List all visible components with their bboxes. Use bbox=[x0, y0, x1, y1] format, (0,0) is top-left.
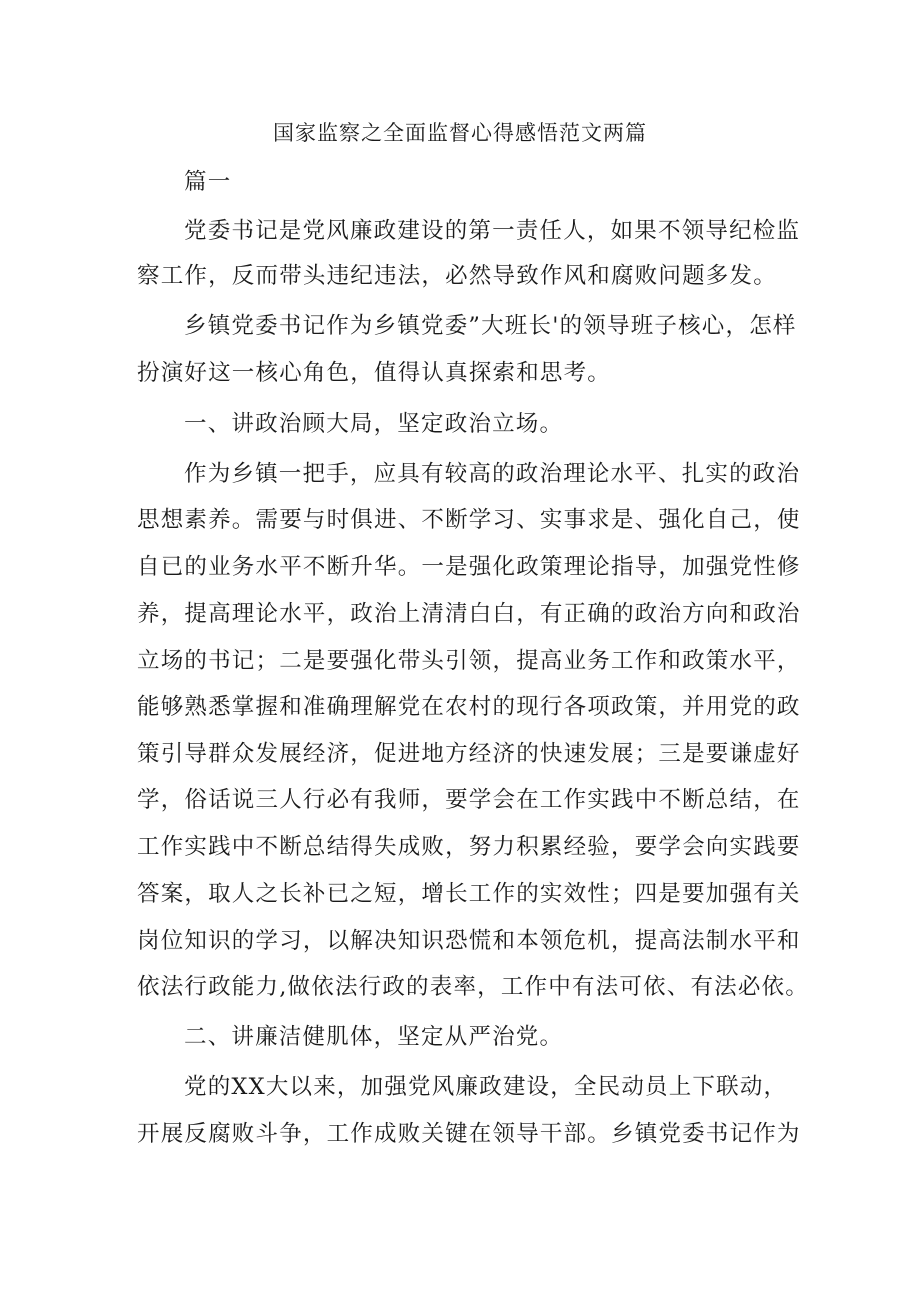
paragraph-line: 工作实践中不断总结得失成败，努力积累经验，要学会向实践要 bbox=[137, 834, 801, 860]
paragraph-line: 乡镇党委书记作为乡镇党委”大班长'的领导班子核心，怎样 bbox=[184, 313, 797, 339]
paragraph-line: 立场的书记；二是要强化带头引领，提高业务工作和政策水平， bbox=[137, 648, 801, 674]
subsection-heading: 一、讲政治顾大局，坚定政治立场。 bbox=[184, 411, 564, 437]
section-heading-part-one: 篇一 bbox=[184, 169, 232, 195]
paragraph-line: 开展反腐败斗争，工作成败关键在领导干部。乡镇党委书记作为 bbox=[137, 1121, 801, 1147]
subsection-heading: 二、讲廉洁健肌体，坚定从严治党。 bbox=[184, 1024, 564, 1050]
paragraph-line: 能够熟悉掌握和准确理解党在农村的现行各项政策，并用党的政 bbox=[137, 694, 801, 720]
paragraph-line: 答案，取人之长补已之短，增长工作的实效性；四是要加强有关 bbox=[137, 881, 801, 907]
paragraph-line: 作为乡镇一把手，应具有较高的政治理论水平、扎实的政治 bbox=[184, 461, 801, 487]
paragraph-line: 养，提高理论水平，政治上清清白白，有正确的政治方向和政治 bbox=[137, 601, 801, 627]
paragraph-line: 党委书记是党风廉政建设的第一责任人，如果不领导纪检监 bbox=[184, 218, 801, 244]
document-title: 国家监察之全面监督心得感悟范文两篇 bbox=[273, 121, 647, 145]
paragraph-line: 察工作，反而带头违纪违法，必然导致作风和腐败问题多发。 bbox=[137, 263, 777, 289]
paragraph-line: 依法行政能力,做依法行政的表率，工作中有法可依、有法必依。 bbox=[137, 974, 809, 1000]
paragraph-line: 策引导群众发展经济，促进地方经济的快速发展；三是要谦虚好 bbox=[137, 741, 801, 767]
paragraph-line: 思想素养。需要与时俱进、不断学习、实事求是、强化自己，使 bbox=[137, 507, 801, 533]
paragraph-line: 岗位知识的学习，以解决知识恐慌和本领危机，提高法制水平和 bbox=[137, 928, 801, 954]
paragraph-line: 扮演好这一核心角色，值得认真探索和思考。 bbox=[137, 360, 612, 386]
paragraph-line: 党的XX大以来，加强党风廉政建设，全民动员上下联动， bbox=[184, 1074, 788, 1100]
paragraph-line: 自已的业务水平不断升华。一是强化政策理论指导，加强党性修 bbox=[137, 554, 801, 580]
paragraph-line: 学，俗话说三人行必有我师，要学会在工作实践中不断总结，在 bbox=[137, 787, 801, 813]
